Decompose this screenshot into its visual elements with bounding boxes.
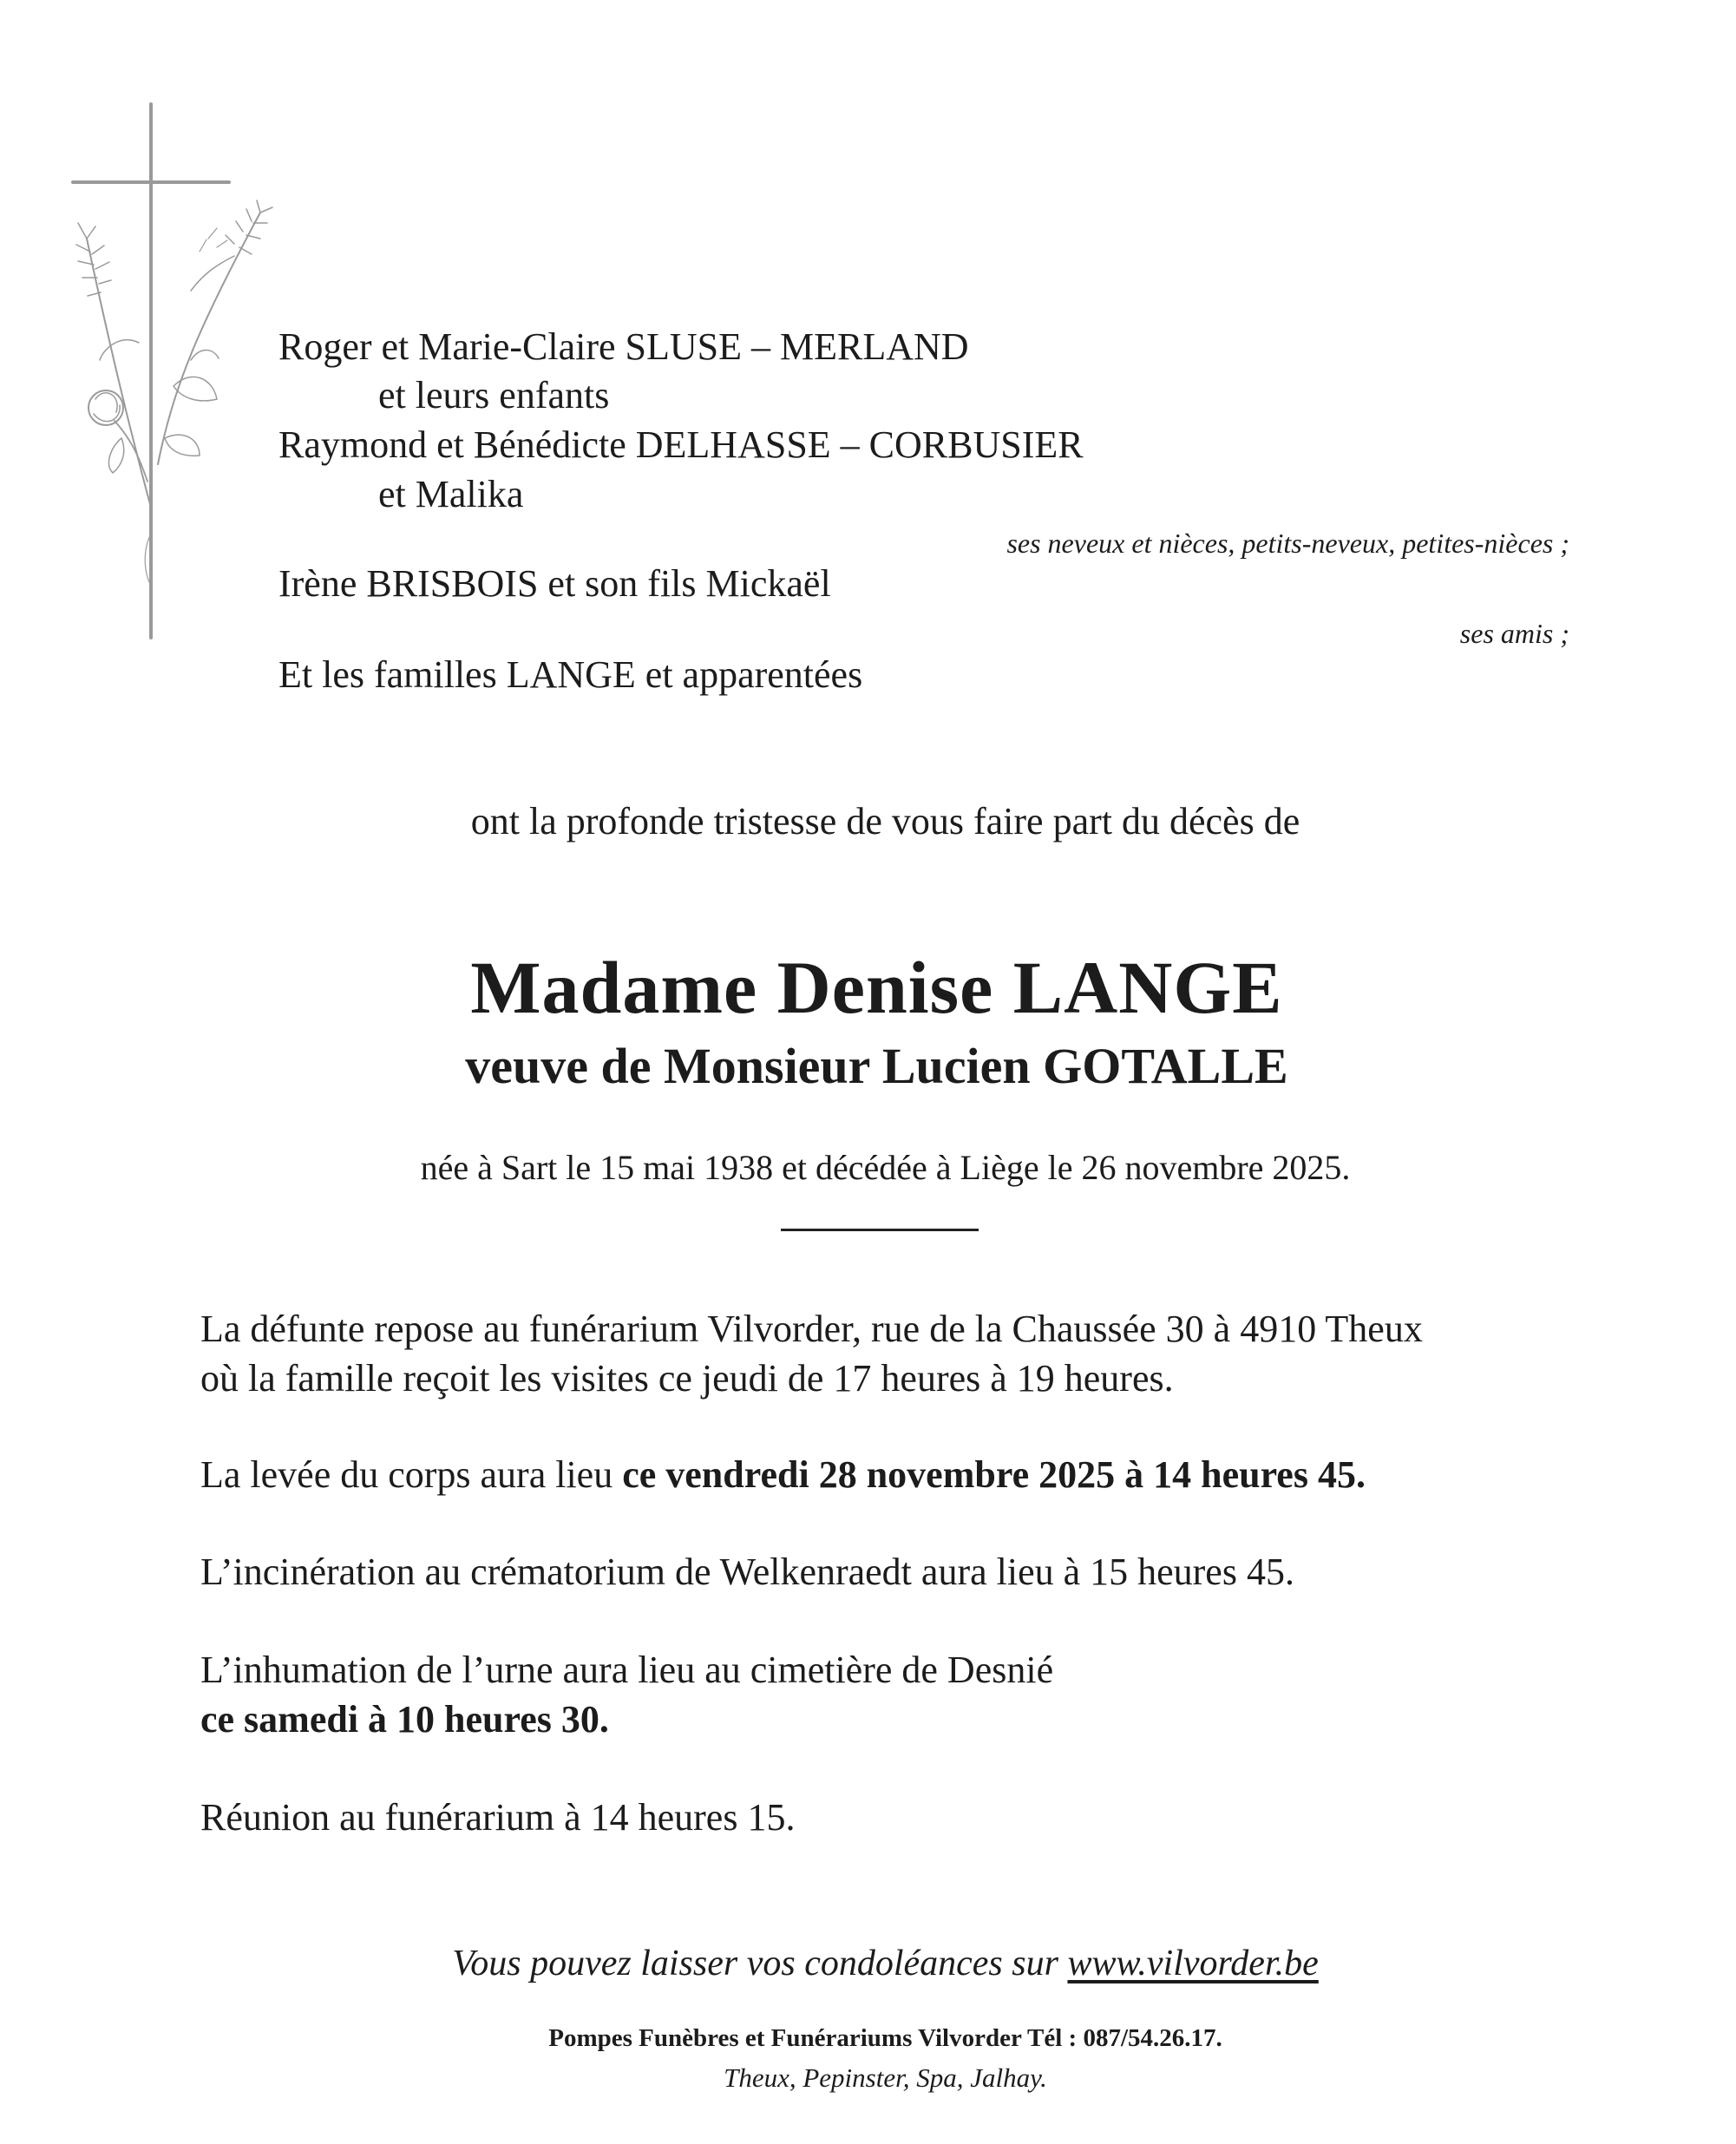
announcement-intro: ont la profonde tristesse de vous faire part du décès de bbox=[470, 800, 1300, 843]
inhumation-line: L’inhumation de l’urne aura lieu au cimetière de Desnié bbox=[200, 1649, 1054, 1691]
family-line-sluse-merland: Roger et Marie-Claire SLUSE – MERLAND bbox=[278, 325, 969, 368]
family-line-malika: et Malika bbox=[378, 473, 524, 515]
birth-death-dates: née à Sart le 15 mai 1938 et décédée à Liège le 26 novembre 2025. bbox=[420, 1148, 1351, 1187]
reunion-line: Réunion au funérarium à 14 heures 15. bbox=[200, 1796, 796, 1839]
rest-line-1: La défunte repose au funérarium Vilvorder, rue de la Chaussée 30 à 4910 Theux bbox=[200, 1308, 1423, 1350]
levee-du-corps bbox=[200, 1453, 1366, 1496]
relatives-note: ses neveux et nièces, petits-neveux, petites-nièces ; bbox=[1006, 528, 1569, 559]
levee-prefix: La levée du corps aura lieu bbox=[200, 1453, 623, 1496]
deceased-name: Madame Denise LANGE bbox=[470, 946, 1283, 1029]
widow-of: veuve de Monsieur Lucien GOTALLE bbox=[465, 1038, 1288, 1094]
rest-line-2: où la famille reçoit les visites ce jeudi de 17 heures à 19 heures. bbox=[200, 1357, 1174, 1400]
cross-with-wheat-icon bbox=[61, 100, 278, 646]
family-line-children: et leurs enfants bbox=[378, 374, 610, 416]
family-line-brisbois: Irène BRISBOIS et son fils Mickaël bbox=[278, 562, 831, 605]
condolences-line bbox=[0, 1945, 1736, 1982]
funeral-home-locations: Theux, Pepinster, Spa, Jalhay. bbox=[724, 2062, 1047, 2093]
friends-note: ses amis ; bbox=[1459, 618, 1569, 649]
inhumation-date-time: ce samedi à 10 heures 30. bbox=[200, 1698, 609, 1741]
levee-date-time: ce vendredi 28 novembre 2025 à 14 heures 45. bbox=[622, 1453, 1366, 1496]
incineration-line: L’incinération au crématorium de Welkenraedt aura lieu à 15 heures 45. bbox=[200, 1551, 1294, 1593]
family-line-lange-families: Et les familles LANGE et apparentées bbox=[278, 653, 863, 696]
divider bbox=[781, 1229, 979, 1231]
condolences-text: Vous pouvez laisser vos condoléances sur bbox=[452, 1944, 1068, 1983]
funeral-home-name: Pompes Funèbres et Funérariums Vilvorder Tél : 087/54.26.17. bbox=[548, 2024, 1222, 2052]
family-line-delhasse-corbusier: Raymond et Bénédicte DELHASSE – CORBUSIER bbox=[278, 423, 1084, 466]
condolences-link[interactable]: www.vilvorder.be bbox=[1067, 1944, 1319, 1983]
